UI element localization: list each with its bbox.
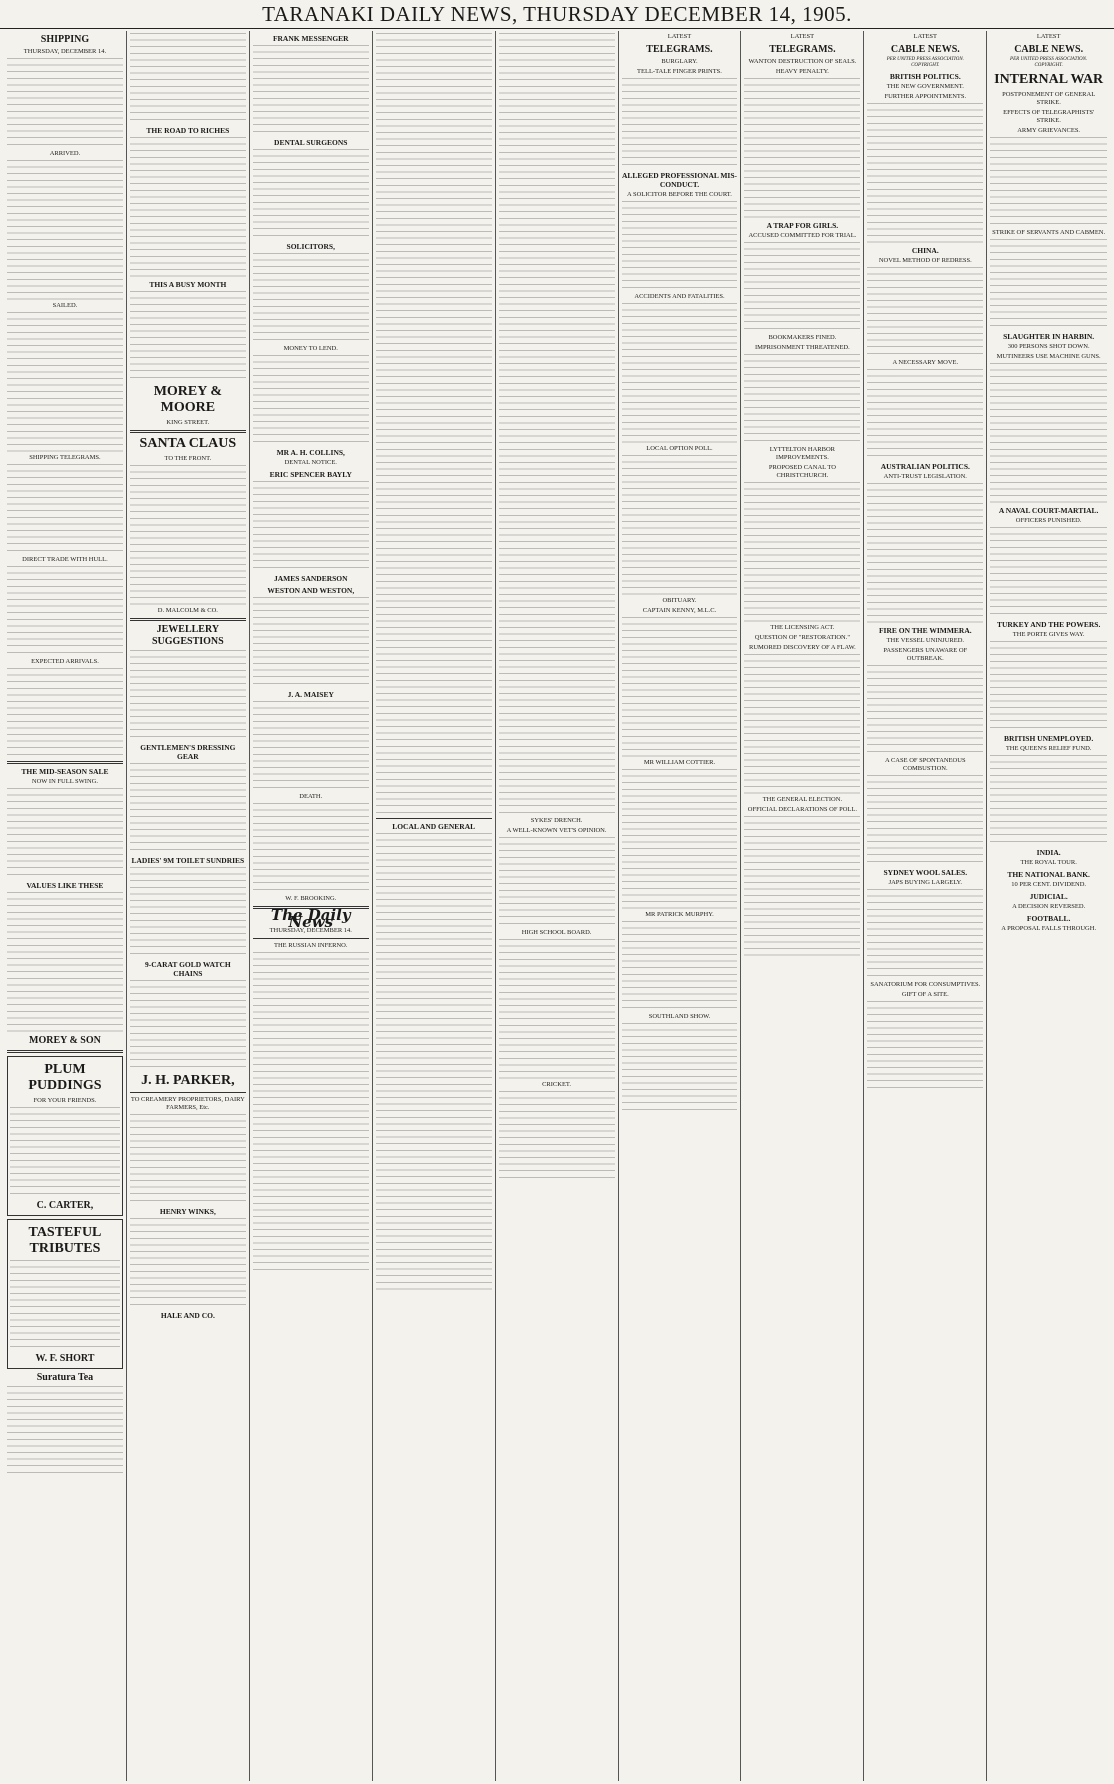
- paper-title: The Daily News: [270, 906, 351, 931]
- column-7: [741, 31, 864, 1781]
- burglary-subheading: TELL-TALE FINGER PRINTS.: [637, 68, 722, 75]
- body-text: [990, 641, 1107, 731]
- bank-heading: THE NATIONAL BANK.: [1007, 870, 1090, 879]
- body-text: [499, 1091, 615, 1181]
- body-text: [7, 1386, 123, 1476]
- dividend-heading: 10 PER CENT. DIVIDEND.: [1011, 881, 1087, 888]
- body-text: [867, 103, 983, 243]
- canal-heading: PROPOSED CANAL TO CHRISTCHURCH.: [768, 464, 836, 479]
- body-text: [622, 78, 738, 168]
- southland-heading: SOUTHLAND SHOW.: [648, 1013, 711, 1020]
- bookmakers-heading: BOOKMAKERS FINED.: [768, 334, 837, 341]
- question-heading: QUESTION OF "RESTORATION.": [754, 634, 851, 641]
- body-text: [990, 239, 1107, 329]
- body-text: [744, 78, 860, 218]
- proposal-heading: A PROPOSAL FALLS THROUGH.: [1001, 925, 1097, 932]
- brooking-name: W. F. BROOKING.: [285, 895, 337, 902]
- body-text: [130, 867, 246, 957]
- divider: [7, 1050, 123, 1053]
- postponement-heading: POSTPONEMENT OF GENERAL STRIKE.: [1002, 91, 1096, 106]
- carter-name: C. CARTER,: [36, 1200, 94, 1211]
- judicial-heading: JUDICIAL.: [1029, 892, 1068, 901]
- murphy-heading: MR PATRICK MURPHY.: [645, 911, 714, 918]
- body-text: [253, 253, 369, 343]
- effects-heading: EFFECTS OF TELEGRAPHISTS' STRIKE.: [1003, 109, 1095, 124]
- body-text: [130, 1218, 246, 1308]
- telegrams-heading: SHIPPING TELEGRAMS.: [29, 454, 101, 461]
- body-text: [622, 201, 738, 291]
- body-text: [622, 617, 738, 757]
- trap-subheading: ACCUSED COMMITTED FOR TRIAL.: [748, 232, 857, 239]
- plum-subheading: FOR YOUR FRIENDS.: [33, 1097, 97, 1104]
- body-text: [253, 355, 369, 445]
- wool-heading: SYDNEY WOOL SALES.: [883, 868, 968, 877]
- column-6: [619, 31, 742, 1781]
- tributes-ad: [7, 1219, 123, 1369]
- body-text: [130, 33, 246, 123]
- divider: [130, 618, 246, 621]
- body-text: [867, 775, 983, 865]
- sailed-heading: SAILED.: [52, 302, 78, 309]
- body-text: [7, 668, 123, 758]
- divider: [130, 430, 246, 433]
- body-text: [499, 837, 615, 927]
- body-text: [376, 833, 492, 1293]
- accidents-heading: ACCIDENTS AND FATALITIES.: [634, 293, 725, 300]
- morey-moore: MOREY & MOORE: [153, 384, 223, 415]
- body-text: [376, 33, 492, 493]
- body-text: [867, 369, 983, 459]
- money-heading: MONEY TO LEND.: [283, 345, 338, 352]
- death-heading: DEATH.: [299, 793, 323, 800]
- fire-heading: FIRE ON THE WIMMERA.: [878, 626, 972, 635]
- column-1: [4, 31, 127, 1781]
- wanton-heading: WANTON DESTRUCTION OF SEALS.: [748, 58, 857, 65]
- highschool-heading: HIGH SCHOOL BOARD.: [521, 929, 592, 936]
- body-text: [867, 665, 983, 755]
- lyttelton-heading: LYTTELTON HARBOR IMPROVEMENTS.: [769, 446, 836, 461]
- assoc-label: PER UNITED PRESS ASSOCIATION.: [886, 57, 964, 62]
- army-heading: ARMY GRIEVANCES.: [1017, 127, 1081, 134]
- jewellery-heading: JEWELLERY SUGGESTIONS: [152, 624, 224, 647]
- sale-subheading: NOW IN FULL SWING.: [31, 778, 98, 785]
- india-heading: INDIA.: [1036, 848, 1061, 857]
- sale-heading: THE MID-SEASON SALE: [21, 767, 109, 776]
- malcolm-name: D. MALCOLM & CO.: [157, 607, 218, 614]
- direct-heading: DIRECT TRADE WITH HULL.: [22, 556, 108, 563]
- arrived-heading: ARRIVED.: [49, 150, 81, 157]
- body-text: [622, 921, 738, 1011]
- kenny-heading: CAPTAIN KENNY, M.L.C.: [642, 607, 717, 614]
- column-8: [864, 31, 987, 1781]
- column-2: [127, 31, 250, 1781]
- body-text: [499, 33, 615, 493]
- sykes-heading: SYKES' DRENCH.: [530, 817, 583, 824]
- licensing-heading: THE LICENSING ACT.: [770, 624, 835, 631]
- winks-name: HENRY WINKS,: [159, 1207, 216, 1216]
- collins-name: MR A. H. COLLINS,: [276, 448, 345, 457]
- values-heading: VALUES LIKE THESE: [26, 881, 104, 890]
- body-text: [622, 1023, 738, 1113]
- antitrust-heading: ANTI-TRUST LEGISLATION.: [883, 473, 967, 480]
- divider: [130, 1092, 246, 1093]
- option-heading: LOCAL OPTION POLL.: [646, 445, 713, 452]
- weston-name: WESTON AND WESTON,: [267, 586, 355, 595]
- alleged-heading: ALLEGED PROFESSIONAL MIS-CONDUCT.: [621, 171, 737, 189]
- sanatorium-heading: SANATORIUM FOR CONSUMPTIVES.: [870, 981, 981, 988]
- body-text: [7, 312, 123, 452]
- declarations-heading: OFFICIAL DECLARATIONS OF POLL.: [747, 806, 857, 813]
- telegrams-heading: TELEGRAMS.: [769, 44, 836, 55]
- dressing-heading: GENTLEMEN'S DRESSING GEAR: [140, 743, 236, 761]
- body-text: [253, 952, 369, 1272]
- tour-heading: THE ROYAL TOUR.: [1020, 859, 1077, 866]
- copyright-label: COPYRIGHT.: [1034, 63, 1063, 68]
- penalty-heading: HEAVY PENALTY.: [775, 68, 829, 75]
- cricket-heading: CRICKET.: [542, 1081, 572, 1088]
- turkey-heading: TURKEY AND THE POWERS.: [996, 620, 1101, 629]
- body-text: [130, 650, 246, 740]
- watch-heading: 9-CARAT GOLD WATCH CHAINS: [145, 960, 231, 978]
- road-heading: THE ROAD TO RICHES: [146, 126, 230, 135]
- dentist-heading: DENTAL SURGEONS: [274, 138, 348, 147]
- gift-heading: GIFT OF A SITE.: [901, 991, 949, 998]
- body-text: [744, 816, 860, 956]
- body-text: [7, 160, 123, 300]
- suratura-heading: Suratura Tea: [36, 1372, 94, 1383]
- body-text: [744, 354, 860, 444]
- body-text: [744, 482, 860, 622]
- body-text: [7, 788, 123, 878]
- bookmakers-subheading: IMPRISONMENT THREATENED.: [755, 344, 850, 351]
- combustion-heading: A CASE OF SPONTANEOUS COMBUSTION.: [885, 757, 966, 772]
- messenger-name: FRANK MESSENGER: [272, 34, 349, 43]
- bayly-name: ERIC SPENCER BAYLY: [269, 470, 352, 479]
- government-heading: THE NEW GOVERNMENT.: [886, 83, 964, 90]
- australian-heading: AUSTRALIAN POLITICS.: [880, 462, 970, 471]
- plum-heading: PLUM PUDDINGS: [28, 1062, 102, 1093]
- war-heading: INTERNAL WAR: [994, 72, 1104, 87]
- body-text: [867, 483, 983, 623]
- election-heading: THE GENERAL ELECTION.: [762, 796, 843, 803]
- flaw-heading: RUMORED DISCOVERY OF A FLAW.: [748, 644, 856, 651]
- body-text: [130, 137, 246, 277]
- local-heading: LOCAL AND GENERAL: [392, 822, 476, 831]
- body-text: [7, 464, 123, 554]
- santa-subheading: TO THE FRONT.: [164, 455, 212, 462]
- columns: [4, 31, 1110, 1781]
- unemployed-heading: BRITISH UNEMPLOYED.: [1004, 734, 1094, 743]
- body-text: [990, 527, 1107, 617]
- shotdown-heading: 300 PERSONS SHOT DOWN.: [1007, 343, 1090, 350]
- politics-heading: BRITISH POLITICS.: [889, 72, 961, 81]
- plum-ad: [7, 1056, 123, 1216]
- telegrams-heading: TELEGRAMS.: [646, 44, 713, 55]
- servants-heading: STRIKE OF SERVANTS AND CABMEN.: [992, 229, 1106, 236]
- cable-heading: CABLE NEWS.: [890, 44, 960, 55]
- passengers-heading: PASSENGERS UNAWARE OF OUTBREAK.: [883, 647, 968, 662]
- body-text: [744, 242, 860, 332]
- body-text: [130, 291, 246, 381]
- hale-name: HALE AND CO.: [160, 1311, 215, 1320]
- body-text: [499, 495, 615, 815]
- editorial-date: THURSDAY, DECEMBER 14.: [269, 927, 352, 935]
- latest-label: LATEST: [667, 33, 692, 40]
- body-text: [744, 654, 860, 794]
- move-heading: A NECESSARY MOVE.: [892, 359, 959, 366]
- body-text: [253, 803, 369, 893]
- body-text: [253, 597, 369, 687]
- body-text: [253, 481, 369, 571]
- divider: [253, 938, 369, 939]
- column-9: [987, 31, 1110, 1781]
- vessel-heading: THE VESSEL UNINJURED.: [886, 637, 965, 644]
- body-text: [10, 1260, 120, 1350]
- body-text: [867, 1001, 983, 1091]
- body-text: [130, 763, 246, 853]
- body-text: [130, 1114, 246, 1204]
- body-text: [253, 149, 369, 239]
- shipping-date: THURSDAY, DECEMBER 14.: [23, 48, 107, 55]
- sykes-subheading: A WELL-KNOWN VET'S OPINION.: [506, 827, 607, 834]
- column-3: [250, 31, 373, 1781]
- naval-heading: A NAVAL COURT-MARTIAL.: [998, 506, 1099, 515]
- assoc-label: PER UNITED PRESS ASSOCIATION.: [1010, 57, 1088, 62]
- obituary-heading: OBITUARY.: [662, 597, 697, 604]
- morey-son: MOREY & SON: [29, 1035, 101, 1046]
- alleged-subheading: A SOLICITOR BEFORE THE COURT.: [627, 191, 732, 198]
- divider: [7, 761, 123, 764]
- column-4: [373, 31, 496, 1781]
- body-text: [130, 980, 246, 1070]
- trap-heading: A TRAP FOR GIRLS.: [766, 221, 839, 230]
- body-text: [253, 45, 369, 135]
- cable-heading: CABLE NEWS.: [1014, 44, 1084, 55]
- reversed-heading: A DECISION REVERSED.: [1012, 903, 1086, 910]
- body-text: [253, 701, 369, 791]
- tributes-heading: TASTEFUL TRIBUTES: [28, 1225, 102, 1256]
- toilet-heading: LADIES' 9M TOILET SUNDRIES: [131, 856, 245, 865]
- copyright-label: COPYRIGHT.: [911, 63, 940, 68]
- body-text: [7, 566, 123, 656]
- body-text: [10, 1107, 120, 1197]
- sanderson-name: JAMES SANDERSON: [273, 574, 348, 583]
- notice-heading: DENTAL NOTICE.: [284, 459, 337, 466]
- novel-heading: NOVEL METHOD OF REDRESS.: [878, 257, 972, 264]
- body-text: [990, 755, 1107, 845]
- cotter-heading: MR WILLIAM COTTIER.: [643, 759, 716, 766]
- creamery-heading: TO CREAMERY PROPRIETORS, DAIRY FARMERS, Etc.: [130, 1096, 245, 1111]
- expected-heading: EXPECTED ARRIVALS.: [31, 658, 99, 665]
- body-text: [622, 455, 738, 595]
- body-text: [867, 267, 983, 357]
- body-text: [622, 303, 738, 443]
- russian-heading: THE RUSSIAN INFERNO.: [274, 942, 348, 950]
- fund-heading: THE QUEEN'S RELIEF FUND.: [1005, 745, 1092, 752]
- body-text: [867, 889, 983, 979]
- body-text: [990, 363, 1107, 503]
- body-text: [7, 58, 123, 148]
- busy-heading: THIS A BUSY MONTH: [149, 280, 227, 289]
- china-heading: CHINA.: [911, 246, 939, 255]
- maisey-name: J. A. MAISEY: [287, 690, 334, 699]
- football-heading: FOOTBALL.: [1026, 914, 1071, 923]
- porte-heading: THE PORTE GIVES WAY.: [1012, 631, 1085, 638]
- burglary-heading: BURGLARY.: [661, 58, 698, 65]
- body-text: [622, 769, 738, 909]
- mutineers-heading: MUTINEERS USE MACHINE GUNS.: [996, 353, 1101, 360]
- latest-label: LATEST: [1036, 33, 1061, 40]
- parker-name: J. H. PARKER,: [141, 1073, 235, 1088]
- divider: [376, 818, 492, 819]
- latest-label: LATEST: [790, 33, 815, 40]
- body-text: [499, 939, 615, 1079]
- solicitors-heading: SOLICITORS,: [286, 242, 335, 251]
- short-name: W. F. SHORT: [35, 1353, 95, 1364]
- body-text: [7, 892, 123, 1032]
- column-5: [496, 31, 619, 1781]
- slaughter-heading: SLAUGHTER IN HARBIN.: [1003, 332, 1095, 341]
- officers-heading: OFFICERS PUNISHED.: [1015, 517, 1082, 524]
- king-street: KING STREET.: [166, 419, 210, 426]
- body-text: [130, 465, 246, 605]
- latest-label: LATEST: [913, 33, 938, 40]
- japs-heading: JAPS BUYING LARGELY.: [888, 879, 963, 886]
- appointments-heading: FURTHER APPOINTMENTS.: [884, 93, 967, 100]
- santa-heading: SANTA CLAUS: [139, 436, 237, 451]
- body-text: [376, 495, 492, 815]
- shipping-heading: SHIPPING: [40, 34, 90, 45]
- masthead: TARANAKI DAILY NEWS, THURSDAY DECEMBER 14, 1905.: [0, 0, 1114, 29]
- body-text: [990, 137, 1107, 227]
